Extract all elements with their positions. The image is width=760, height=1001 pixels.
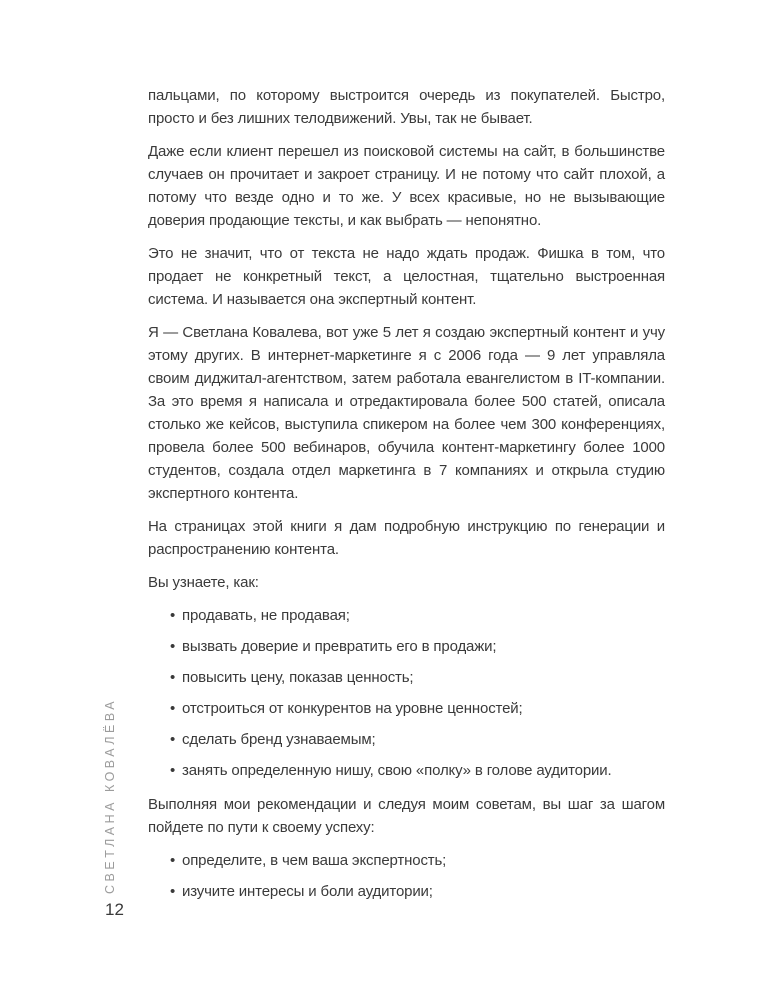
paragraph: Это не значит, что от текста не надо ждать продаж. Фишка в том, что продает не конкретный текст, а целостная, тщательно выстроенная система. И называется она экспертный контент. xyxy=(148,245,665,308)
bullet-list xyxy=(148,849,665,903)
list-item xyxy=(148,697,665,720)
list-item-text: вызвать доверие и превратить его в продажи; xyxy=(182,638,497,655)
bullet-icon: • xyxy=(170,700,176,717)
list-item xyxy=(148,728,665,751)
list-item xyxy=(148,604,665,627)
list-item-text: повысить цену, показав ценность; xyxy=(182,669,414,686)
list-item-text: определите, в чем ваша экспертность; xyxy=(182,852,447,869)
list-item-text: занять определенную нишу, свою «полку» в голове аудитории. xyxy=(182,762,612,779)
page-text-column xyxy=(148,84,665,914)
list-item xyxy=(148,849,665,872)
bullet-icon: • xyxy=(170,762,176,779)
author-side-label: СВЕТЛАНА КОВАЛЁВА xyxy=(103,697,117,894)
list-item-text: сделать бренд узнаваемым; xyxy=(182,731,376,748)
bullet-icon: • xyxy=(170,731,176,748)
list-item xyxy=(148,759,665,782)
paragraph: Я — Светлана Ковалева, вот уже 5 лет я создаю экспертный контент и учу этому других. В интернет-маркетинге я с 2006 года — 9 лет управляла своим диджитал-агентством, затем работала евангелистом в IT-компании. За это время я написала и отредактировала более 500 статей, описала столько же кейсов, выступила спикером на более чем 300 конференциях, провела более 500 вебинаров, обучила контент-маркетингу более 1000 студентов, создала отдел маркетинга в 7 компаниях и открыла студию экспертного контента. xyxy=(148,324,665,502)
list-item-text: отстроиться от конкурентов на уровне ценностей; xyxy=(182,700,523,717)
paragraph: Выполняя мои рекомендации и следуя моим советам, вы шаг за шагом пойдете по пути к своему успеху: xyxy=(148,796,665,836)
list-item xyxy=(148,666,665,689)
bullet-icon: • xyxy=(170,852,176,869)
list-item xyxy=(148,635,665,658)
bullet-icon: • xyxy=(170,607,176,624)
bullet-list xyxy=(148,604,665,782)
paragraph: Даже если клиент перешел из поисковой системы на сайт, в большинстве случаев он прочитает и закроет страницу. И не потому что сайт плохой, а потому что везде одно и то же. У всех красивые, но не вызывающие доверия продающие тексты, и как выбрать — непонятно. xyxy=(148,143,665,229)
list-item-text: изучите интересы и боли аудитории; xyxy=(182,883,433,900)
paragraph: Вы узнаете, как: xyxy=(148,574,259,591)
bullet-icon: • xyxy=(170,638,176,655)
list-item xyxy=(148,880,665,903)
paragraph: На страницах этой книги я дам подробную инструкцию по генерации и распространению контента. xyxy=(148,518,665,558)
bullet-icon: • xyxy=(170,883,176,900)
page-number: 12 xyxy=(105,900,124,919)
paragraph: пальцами, по которому выстроится очередь из покупателей. Быстро, просто и без лишних телодвижений. Увы, так не бывает. xyxy=(148,87,665,127)
bullet-icon: • xyxy=(170,669,176,686)
list-item-text: продавать, не продавая; xyxy=(182,607,350,624)
